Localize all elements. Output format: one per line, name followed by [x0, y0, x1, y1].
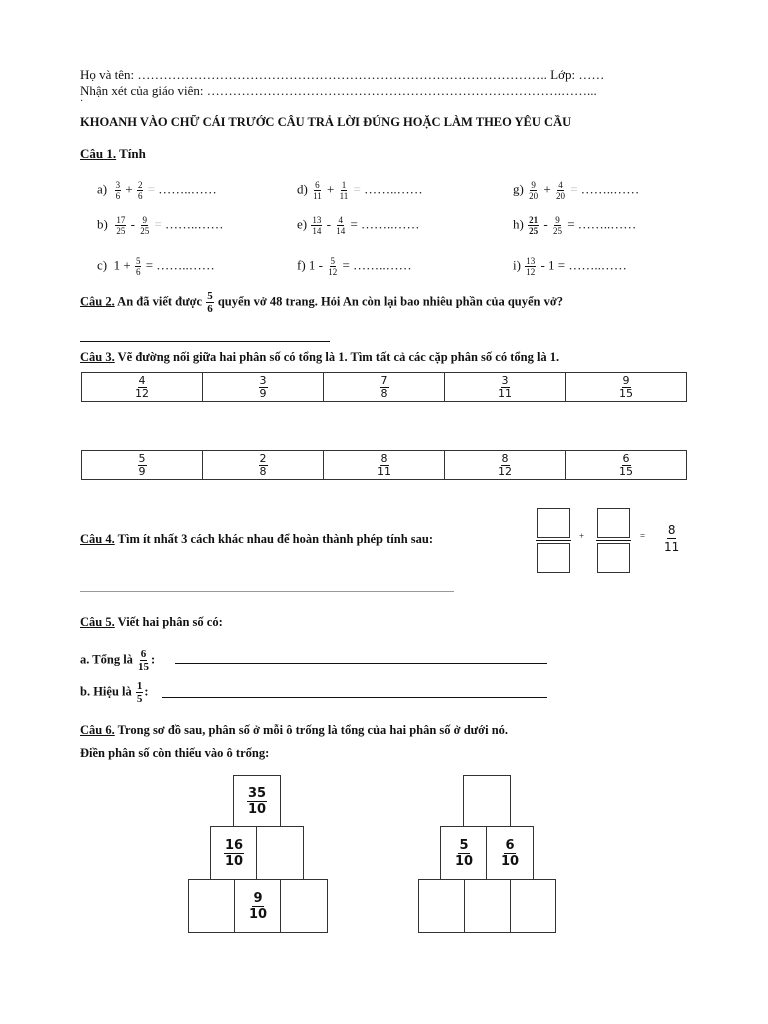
pyramid-right-mid-right[interactable]: $\frac{6}{10}$	[486, 826, 534, 880]
q1-item-g: g) $\frac{9}{20}$ + $\frac{4}{20}$ = ……..……	[513, 180, 640, 201]
q4-answer-line[interactable]	[80, 591, 454, 592]
answer-blank[interactable]: ……..……	[161, 216, 224, 232]
pyramid-right-bot-right[interactable]	[510, 879, 556, 933]
item-label: e)	[297, 216, 308, 232]
item-label: c)	[97, 257, 108, 273]
q4-text	[80, 532, 433, 547]
q4-numerator-box-2[interactable]	[597, 508, 630, 538]
fraction-cell[interactable]: $\frac{5}{9}$	[82, 451, 203, 479]
q1-item-h: h) $\frac{21}{25}$ - $\frac{9}{25}$ = ……..……	[513, 215, 637, 236]
q2-text-after: quyển vở 48 trang. Hỏi An còn lại bao nhiêu phần của quyển vở?	[214, 294, 564, 309]
fraction-cell[interactable]: $\frac{2}{8}$	[203, 451, 324, 479]
plus-sign: +	[579, 531, 585, 541]
q1-title-rest: Tính	[116, 146, 146, 161]
fraction: $\frac{4}{20}$	[555, 180, 565, 201]
operator: +	[125, 181, 133, 197]
fraction: $\frac{9}{25}$	[552, 215, 562, 236]
operator: -	[326, 216, 331, 232]
fraction-cell[interactable]: $\frac{8}{12}$	[445, 451, 566, 479]
fraction: $\frac{17}{25}$	[116, 215, 126, 236]
fraction: $\frac{2}{6}$	[137, 180, 143, 201]
pyramid-left-bot-right[interactable]	[280, 879, 328, 933]
q4-title: Câu 4.	[80, 532, 115, 546]
answer-blank[interactable]: ……..……	[568, 257, 627, 273]
q1-item-b: b) $\frac{17}{25}$ - $\frac{9}{25}$ = ……..……	[97, 215, 224, 236]
q1-title: Câu 1.	[80, 146, 117, 161]
fraction-cell[interactable]: $\frac{4}{12}$	[82, 373, 203, 401]
fraction-bar	[596, 540, 631, 541]
q2-text-before: An đã viết được	[114, 294, 206, 309]
fraction: $\frac{4}{14}$	[336, 215, 346, 236]
suffix: - 1	[540, 257, 555, 273]
fraction: $\frac{13}{12}$	[526, 256, 536, 277]
equals-sign: =	[640, 531, 646, 541]
fraction-cell[interactable]: $\frac{7}{8}$	[324, 373, 445, 401]
pyramid-right-mid-left[interactable]: $\frac{5}{10}$	[440, 826, 488, 880]
operator: +	[327, 181, 335, 197]
q1-item-a: a) $\frac{3}{6}$ + $\frac{2}{6}$ = ……..……	[97, 180, 217, 201]
item-label: i)	[513, 257, 521, 273]
q3-title: Câu 3.	[80, 350, 115, 364]
answer-blank[interactable]: ……..……	[577, 216, 637, 232]
fraction-cell[interactable]: $\frac{3}{11}$	[445, 373, 566, 401]
fraction: $\frac{3}{6}$	[115, 180, 121, 201]
q4-result-fraction: $\frac{8}{11}$	[664, 523, 680, 554]
instruction-heading: KHOANH VÀO CHỮ CÁI TRƯỚC CÂU TRẢ LỜI ĐÚNG HOẶC LÀM THEO YÊU CẦU	[80, 115, 572, 129]
fraction: $\frac{1}{11}$	[339, 180, 349, 201]
item-label: h)	[513, 216, 524, 232]
fraction: $\frac{9}{25}$	[140, 215, 150, 236]
answer-blank[interactable]: ……..……	[155, 181, 217, 197]
stray-dot: ·	[80, 96, 84, 107]
answer-blank[interactable]: ……..……	[156, 257, 215, 273]
q5-text	[80, 615, 223, 630]
answer-blank[interactable]: ……..……	[360, 181, 423, 197]
q1-item-e: e) $\frac{13}{14}$ - $\frac{4}{14}$ = ……..……	[297, 215, 420, 236]
q5-b-label: b. Hiệu là	[80, 684, 135, 699]
student-name-line[interactable]: Họ và tên: ………………………………………………………………………………….. Lớp: ……	[80, 67, 605, 82]
q5-instructions: Viết hai phân số có:	[114, 615, 223, 629]
operator: -	[130, 216, 135, 232]
pyramid-right-bot-mid[interactable]	[464, 879, 512, 933]
q2-answer-line[interactable]	[80, 341, 330, 342]
fraction-cell[interactable]: $\frac{6}{15}$	[619, 451, 633, 478]
answer-blank[interactable]: ……..……	[361, 216, 420, 232]
q5-a	[80, 648, 155, 673]
colon: :	[151, 652, 156, 667]
fraction: $\frac{6}{15}$	[138, 648, 150, 673]
answer-blank[interactable]: ……..……	[353, 257, 412, 273]
item-label: d)	[297, 181, 308, 197]
q2-title: Câu 2.	[80, 294, 115, 309]
prefix: 1 +	[113, 257, 131, 273]
q1-item-c: c) 1 + $\frac{5}{6}$ = ……..……	[97, 256, 215, 277]
teacher-comment-line[interactable]: Nhận xét của giáo viên: ……………………………………………………………………….……...	[80, 83, 597, 98]
operator: -	[543, 216, 548, 232]
pyramid-left-top[interactable]: $\frac{35}{10}$	[233, 775, 281, 827]
q1-item-d: d) $\frac{6}{11}$ + $\frac{1}{11}$ = ……..……	[297, 180, 423, 201]
fraction: $\frac{5}{12}$	[328, 256, 338, 277]
q5-b	[80, 680, 149, 705]
q5-title: Câu 5.	[80, 615, 115, 629]
pyramid-left-bot-left[interactable]	[188, 879, 236, 933]
q5-a-answer-line[interactable]	[175, 663, 547, 664]
item-label: f)	[297, 257, 306, 273]
fraction: $\frac{5}{6}$	[207, 290, 213, 315]
q3-text	[80, 350, 559, 365]
q4-denominator-box-1[interactable]	[537, 543, 570, 573]
q5-a-label: a. Tổng là	[80, 652, 137, 667]
prefix: 1 -	[308, 257, 324, 273]
item-label: g)	[513, 181, 524, 197]
q1-heading	[80, 146, 146, 162]
fraction-cell[interactable]: $\frac{9}{15}$	[619, 373, 633, 400]
answer-blank[interactable]: ……..……	[577, 181, 640, 197]
fraction-cell[interactable]: $\frac{8}{11}$	[324, 451, 445, 479]
fraction-cell[interactable]: $\frac{3}{9}$	[203, 373, 324, 401]
fraction: $\frac{21}{25}$	[529, 215, 539, 236]
pyramid-left-mid-left[interactable]: $\frac{16}{10}$	[210, 826, 258, 880]
pyramid-right-bot-left[interactable]	[418, 879, 466, 933]
q6-text	[80, 723, 508, 738]
q3-instructions: Vẽ đường nối giữa hai phân số có tổng là 1. Tìm tất cả các cặp phân số có tổng là 1.	[114, 350, 560, 364]
q6-instructions: Trong sơ đồ sau, phân số ở mỗi ô trống là tổng của hai phân số ở dưới nó.	[114, 723, 509, 737]
pyramid-right-top[interactable]	[463, 775, 511, 827]
q2-text	[80, 290, 563, 315]
pyramid-left-mid-right[interactable]	[256, 826, 304, 880]
colon: :	[144, 684, 149, 699]
q1-item-f: f) 1 - $\frac{5}{12}$ = ……..……	[297, 256, 412, 277]
fraction: $\frac{6}{11}$	[313, 180, 322, 201]
fraction: $\frac{5}{6}$	[135, 256, 141, 277]
fraction: $\frac{1}{5}$	[136, 680, 143, 705]
q3-row-bottom	[81, 450, 687, 480]
q6-text2: Điền phân số còn thiếu vào ô trống:	[80, 746, 270, 760]
q6-title: Câu 6.	[80, 723, 115, 737]
pyramid-left-bot-mid[interactable]: $\frac{9}{10}$	[234, 879, 282, 933]
q5-b-answer-line[interactable]	[162, 697, 547, 698]
q3-row-top	[81, 372, 687, 402]
item-label: b)	[97, 216, 108, 232]
q1-item-i: i) $\frac{13}{12}$ - 1 = ……..……	[513, 256, 627, 277]
operator: +	[543, 181, 551, 197]
fraction: $\frac{13}{14}$	[312, 215, 322, 236]
fraction-bar	[536, 540, 571, 541]
item-label: a)	[97, 181, 108, 197]
q4-instructions: Tìm ít nhất 3 cách khác nhau để hoàn thành phép tính sau:	[114, 532, 434, 546]
q4-denominator-box-2[interactable]	[597, 543, 630, 573]
fraction: $\frac{9}{20}$	[529, 180, 539, 201]
q4-numerator-box-1[interactable]	[537, 508, 570, 538]
